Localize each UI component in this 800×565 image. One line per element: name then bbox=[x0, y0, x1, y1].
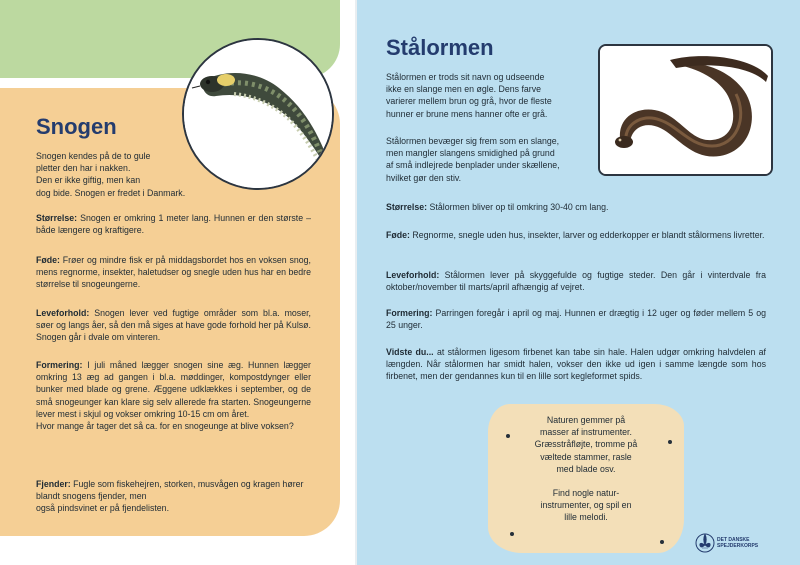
intro-line: Den er ikke giftig, men kan bbox=[36, 175, 141, 186]
breeding-label: Formering: bbox=[36, 360, 83, 370]
snogen-intro bbox=[36, 150, 236, 199]
size-label: Størrelse: bbox=[386, 202, 428, 212]
size-text: Snogen er omkring 1 meter lang. Hunnen er den største – både længere og kraftigere. bbox=[36, 213, 311, 236]
breeding-label: Formering: bbox=[386, 308, 433, 318]
note-dot bbox=[660, 540, 664, 544]
food-label: Føde: bbox=[36, 255, 60, 265]
page-title-snogen: Snogen bbox=[36, 114, 117, 139]
snogen-habitat bbox=[36, 307, 311, 344]
intro-line: varierer mellem brun og grå, hvor de fleste bbox=[386, 96, 552, 107]
habitat-text: Snogen lever ved fugtige områder som bl.a. moser, søer og langs åer, så den må siges at have gode forhold her på Kulsø. Snogen går i dvale om vinteren. bbox=[36, 308, 311, 343]
breeding-text: Parringen foregår i april og maj. Hunnen er drægtig i 12 uger og føder mellem 5 og 25 unger. bbox=[386, 308, 766, 331]
breeding-text: I juli måned lægger snogen sine æg. Hunnen lægger omkring 13 æg ad gangen i bl.a. møddinger, kompostdynger eller bunker med blade og grene. Æggene udklækkes i september, og de små snogeunger kan klare sig selv allerede fra starten. Snogeungerne lever mest i skjul og vokser omkring 10-15 cm om året. bbox=[36, 360, 311, 419]
habitat-label: Leveforhold: bbox=[36, 308, 90, 318]
fact-text: at stålormen ligesom firbenet kan tabe sin hale. Halen udgør omkring halvdelen af længden. Når stålormen har smidt halen, vokser den ikke ud igen i samme længde som hos firbenet, men der gendannes kun til en lille sort kegleformet spids. bbox=[386, 347, 767, 382]
question-text: Hvor mange år tager det så ca. for en snogeunge at blive voksen? bbox=[36, 421, 294, 432]
note-dot bbox=[510, 532, 514, 536]
stalormen-intro-1 bbox=[386, 71, 596, 120]
note-line: Naturen gemmer på bbox=[546, 415, 626, 425]
fact-label: Vidste du... bbox=[386, 347, 434, 357]
slow-worm-photo bbox=[598, 44, 773, 176]
snogen-size bbox=[36, 212, 311, 236]
note-line: væltede stammer, rasle bbox=[540, 451, 632, 462]
size-label: Størrelse: bbox=[36, 213, 78, 223]
note-line: Græsstråfløjte, tromme på bbox=[534, 439, 638, 450]
food-text: Regnorme, snegle uden hus, insekter, larver og edderkopper er blandt stålormens livretter. bbox=[412, 230, 765, 240]
stalormen-size bbox=[386, 201, 766, 213]
note-line: instrumenter, og spil en bbox=[540, 500, 632, 511]
intro-line: af små indlejrede benplader under skællene, bbox=[386, 160, 560, 171]
intro-line: Snogen kendes på de to gule bbox=[36, 151, 151, 161]
stalormen-intro-2 bbox=[386, 135, 596, 184]
snogen-breeding bbox=[36, 359, 311, 432]
snogen-food bbox=[36, 254, 311, 291]
fleur-de-lis-icon bbox=[695, 528, 715, 558]
enemies-text: Fugle som fiskehejren, storken, musvågen og kragen hører blandt snogens fjender, men bbox=[36, 479, 304, 502]
note-text bbox=[504, 414, 668, 524]
stalormen-fact bbox=[386, 346, 766, 383]
left-page bbox=[0, 0, 357, 565]
scouts-logo bbox=[695, 528, 767, 558]
intro-line: hunner er brune mens hanner ofte er grå. bbox=[386, 108, 548, 119]
food-text: Frøer og mindre fisk er på middagsbordet hos en voksen snog, mens regnorme, insekter, haletudser og snegle uden hus har en bedre størrelse til snogeungerne. bbox=[36, 255, 311, 290]
logo-line: DET DANSKE bbox=[717, 537, 750, 543]
activity-note bbox=[488, 404, 684, 553]
note-line: lille melodi. bbox=[564, 512, 608, 523]
enemies-label: Fjender: bbox=[36, 479, 71, 489]
snogen-enemies bbox=[36, 478, 311, 515]
logo-text bbox=[717, 537, 758, 549]
food-label: Føde: bbox=[386, 230, 410, 240]
intro-line: Stålormen bevæger sig frem som en slange, bbox=[386, 136, 560, 146]
note-line: med blade osv. bbox=[556, 463, 616, 474]
habitat-label: Leveforhold: bbox=[386, 270, 440, 280]
stalormen-breeding bbox=[386, 307, 766, 331]
size-text: Stålormen bliver op til omkring 30-40 cm lang. bbox=[429, 202, 609, 212]
note-line: Find nogle natur- bbox=[552, 488, 620, 499]
stalormen-habitat bbox=[386, 269, 766, 293]
intro-line: pletter den har i nakken. bbox=[36, 163, 131, 174]
stalormen-food bbox=[386, 229, 766, 241]
enemies-text-2: også pindsvinet er på fjendelisten. bbox=[36, 503, 170, 514]
intro-line: ikke en slange men en øgle. Dens farve bbox=[386, 84, 542, 95]
habitat-text: Stålormen lever på skyggefulde og fugtige steder. Den går i vinterdvale fra oktober/november til marts/april afhængig af vejret. bbox=[386, 270, 766, 293]
intro-line: Stålormen er trods sit navn og udseende bbox=[386, 72, 545, 82]
intro-line: dog bide. Snogen er fredet i Danmark. bbox=[36, 187, 186, 198]
intro-line: hvilket gør den stiv. bbox=[386, 172, 462, 183]
note-line: masser af instrumenter. bbox=[540, 427, 632, 438]
logo-line: SPEJDERKORPS bbox=[717, 543, 759, 549]
note-dot bbox=[668, 440, 672, 444]
intro-line: men mangler slangens smidighed på grund bbox=[386, 148, 555, 159]
page-title-stalormen: Stålormen bbox=[386, 35, 494, 60]
